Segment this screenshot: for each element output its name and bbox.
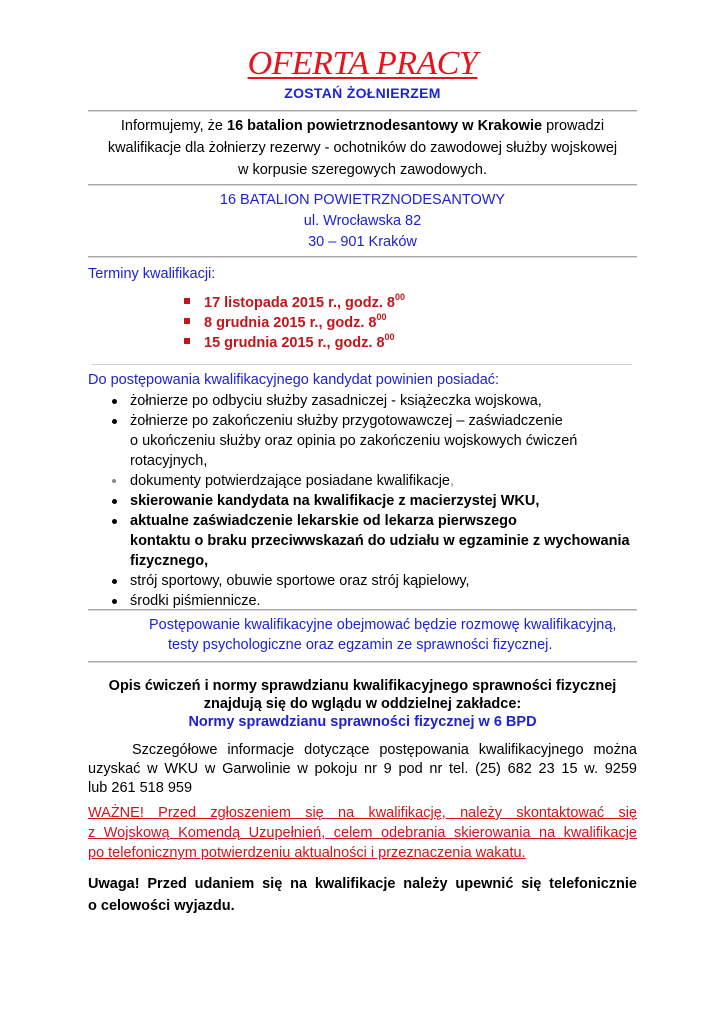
- unit-address: [88, 190, 637, 253]
- address-street: ul. Wrocławska 82: [303, 213, 422, 229]
- bullet-icon: [112, 419, 117, 424]
- info-line: uzyskać w WKU w Garwolinie w pokoju nr 9 pod nr tel. (25) 682 23 15 w. 9259: [88, 761, 637, 777]
- divider: [92, 364, 632, 365]
- warning-paragraph: [88, 803, 637, 863]
- warning-line: WAŻNE! Przed zgłoszeniem się na kwalifikację, należy skontaktować się: [88, 805, 637, 821]
- terms-heading: Terminy kwalifikacji:: [88, 266, 216, 282]
- address-unit: 16 BATALION POWIETRZNODESANTOWY: [219, 192, 506, 208]
- date-item: [184, 313, 405, 333]
- intro-line-1: [88, 115, 637, 137]
- list-item-punct: ,: [449, 473, 455, 489]
- procedure-line: testy psychologiczne oraz egzamin ze sprawności fizycznej.: [168, 637, 553, 653]
- list-item-text: aktualne zaświadczenie lekarskie od lekarza pierwszego: [130, 513, 517, 529]
- square-bullet-icon: [184, 318, 190, 324]
- list-item-text: żołnierze po zakończeniu służby przygotowawczej – zaświadczenie: [130, 413, 563, 429]
- list-item: [110, 411, 650, 471]
- square-bullet-icon: [184, 298, 190, 304]
- procedure-line: Postępowanie kwalifikacyjne obejmować będzie rozmowę kwalifikacyjną,: [149, 617, 617, 633]
- date-minutes: 00: [376, 312, 387, 323]
- list-item-text: dokumenty potwierdzające posiadane kwalifikacje: [130, 473, 450, 489]
- list-item: [110, 471, 650, 491]
- list-item-text: fizycznego,: [130, 553, 209, 569]
- page-title: OFERTA PRACY: [247, 45, 478, 82]
- date-item: [184, 333, 405, 353]
- divider: [88, 661, 637, 663]
- square-bullet-icon: [184, 338, 190, 344]
- requirements-list: [110, 391, 650, 611]
- bullet-icon: [112, 519, 117, 524]
- procedure-paragraph: [88, 615, 637, 655]
- intro-line-3: w korpusie szeregowych zawodowych.: [237, 162, 488, 178]
- list-item-text: strój sportowy: [130, 573, 219, 589]
- divider: [88, 110, 637, 112]
- intro-unit-name: 16 batalion powietrznodesantowy w Krakowie: [227, 118, 543, 134]
- warning-line: z Wojskową Komendą Uzupełnień, celem odebrania skierowania na kwalifikacje: [88, 825, 637, 841]
- bullet-icon: [112, 479, 116, 483]
- date-item: [184, 293, 405, 313]
- list-item-text: skierowanie kandydata na kwalifikacje z macierzystej WKU,: [130, 493, 540, 509]
- list-item: [110, 491, 650, 511]
- description-line: Opis ćwiczeń i normy sprawdzianu kwalifikacyjnego sprawności fizycznej: [108, 678, 617, 694]
- bullet-icon: [112, 599, 117, 604]
- exercise-description: [88, 677, 637, 731]
- address-city: 30 – 901 Kraków: [308, 234, 417, 250]
- list-item-text: [130, 571, 650, 591]
- requirements-heading: Do postępowania kwalifikacyjnego kandydat powinien posiadać:: [88, 372, 500, 388]
- list-item: [110, 511, 650, 571]
- date-minutes: 00: [384, 332, 395, 343]
- list-item-text: rotacyjnych,: [130, 453, 208, 469]
- date-text: 17 listopada 2015 r., godz. 8: [204, 295, 395, 311]
- info-line: Szczegółowe informacje dotyczące postępowania kwalifikacyjnego można: [132, 742, 637, 758]
- intro-text: Informujemy, że: [120, 118, 227, 134]
- bullet-icon: [112, 499, 117, 504]
- date-text: 15 grudnia 2015 r., godz. 8: [204, 335, 385, 351]
- divider: [88, 256, 637, 258]
- list-item-text: kontaktu o braku przeciwwskazań do udziału w egzaminie z wychowania: [130, 533, 630, 549]
- divider: [88, 609, 637, 611]
- contact-info: [88, 741, 637, 798]
- description-line: znajdują się do wglądu w oddzielnej zakładce:: [203, 696, 522, 712]
- date-list: [184, 293, 405, 353]
- intro-line-2: kwalifikacje dla żołnierzy rezerwy - ochotników do zawodowej służby wojskowej: [107, 140, 618, 156]
- divider: [88, 184, 637, 186]
- list-item: [110, 391, 650, 411]
- warning-line: po telefonicznym potwierdzeniu aktualności i przeznaczenia wakatu.: [88, 845, 526, 861]
- intro-paragraph: [88, 115, 637, 181]
- info-line: lub 261 518 959: [88, 780, 193, 796]
- list-item: [110, 571, 650, 591]
- list-item-text: , obuwie sportowe oraz strój kąpielowy,: [218, 573, 470, 589]
- note-line: Uwaga! Przed udaniem się na kwalifikacje należy upewnić się telefonicznie: [88, 876, 637, 892]
- intro-text: prowadzi: [542, 118, 605, 134]
- page-subtitle: ZOSTAŃ ŻOŁNIERZEM: [284, 85, 441, 101]
- list-item-text: [130, 471, 650, 491]
- list-item: [110, 591, 650, 611]
- bullet-icon: [112, 399, 117, 404]
- bullet-icon: [112, 579, 117, 584]
- list-item-text: o ukończeniu służby oraz opinia po zakończeniu wojskowych ćwiczeń: [130, 433, 578, 449]
- date-minutes: 00: [395, 292, 406, 303]
- list-item-text: środki piśmiennicze.: [130, 593, 261, 609]
- note-paragraph: [88, 873, 637, 917]
- fitness-norms-link[interactable]: Normy sprawdzianu sprawności fizycznej w 6 BPD: [188, 714, 537, 730]
- date-text: 8 grudnia 2015 r., godz. 8: [204, 315, 377, 331]
- list-item-text: żołnierze po odbyciu służby zasadniczej - książeczka wojskowa,: [130, 393, 542, 409]
- note-line: o celowości wyjazdu.: [88, 898, 235, 914]
